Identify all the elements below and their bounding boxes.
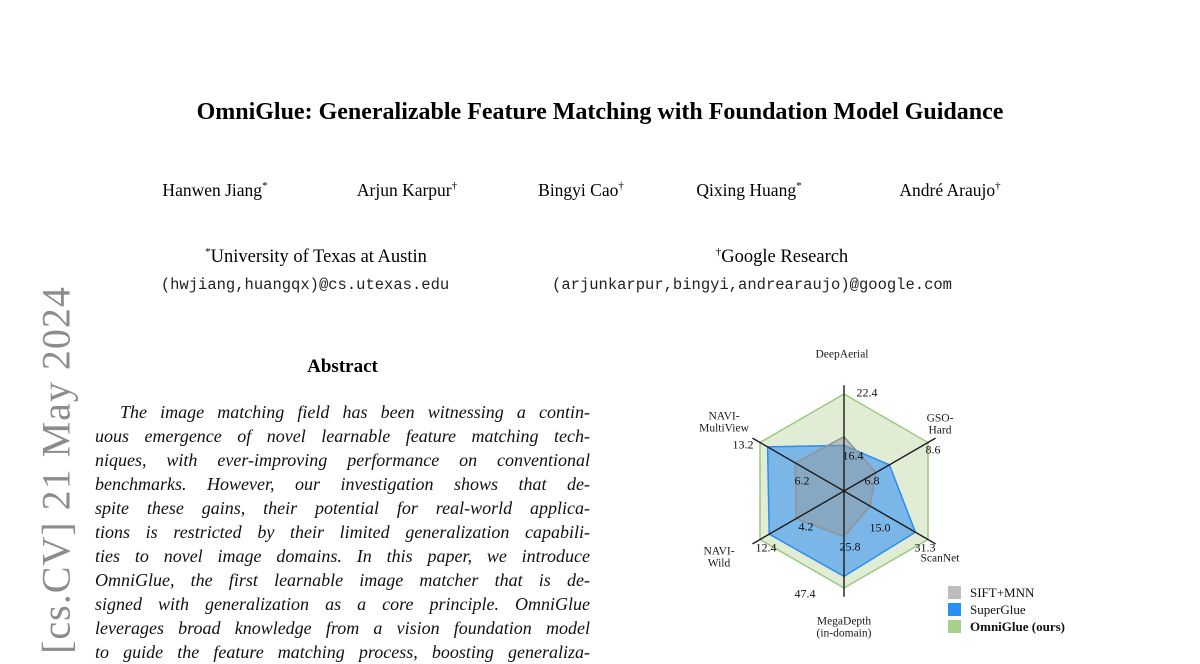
- page-title: OmniGlue: Generalizable Feature Matching with Foundation Model Guidance: [196, 99, 1004, 125]
- abstract-line: niques, with ever-improving performance on conventional: [95, 450, 590, 470]
- axis-label-navi-wild: NAVI- Wild: [703, 545, 735, 569]
- author-affil-mark: †: [451, 180, 458, 193]
- affiliation: †Google Research: [715, 246, 849, 268]
- affiliation-email: (arjunkarpur,bingyi,andrearaujo)@google.com: [552, 276, 952, 294]
- author-name: Hanwen Jiang*: [162, 180, 268, 200]
- value-label-inner: 16.4: [842, 448, 864, 463]
- author-affil-mark: *: [796, 180, 802, 193]
- value-label-outer: 47.4: [794, 586, 816, 601]
- abstract-line: benchmarks. However, our investigation shows that de-: [95, 474, 590, 494]
- legend-label: OmniGlue (ours): [970, 619, 1065, 634]
- author-name: Qixing Huang*: [696, 180, 802, 200]
- value-label-outer: 8.6: [925, 442, 941, 457]
- legend-swatch-omniglue: [948, 620, 961, 633]
- arxiv-stamp: [cs.CV] 21 May 2024: [33, 286, 79, 654]
- value-label-inner: 4.2: [798, 519, 814, 534]
- axis-label-gso-hard: GSO- Hard: [926, 412, 954, 436]
- value-label-outer: 12.4: [755, 540, 777, 555]
- abstract-heading: Abstract: [307, 356, 378, 377]
- value-label-inner: 15.0: [869, 520, 891, 535]
- value-label-outer: 13.2: [732, 437, 754, 452]
- value-label-inner: 25.8: [839, 539, 861, 554]
- axis-label-deepaerial: DeepAerial: [815, 348, 869, 361]
- value-label-inner: 6.2: [794, 473, 810, 488]
- author-affil-mark: †: [995, 180, 1001, 193]
- author-affil-mark: †: [618, 180, 624, 193]
- legend-swatch-superglue: [948, 603, 961, 616]
- affiliation: *University of Texas at Austin: [205, 246, 427, 268]
- legend-item: [948, 603, 1065, 616]
- legend-item: [948, 620, 1065, 633]
- abstract-line: OmniGlue, the first learnable image matcher that is de-: [95, 570, 590, 590]
- legend-item: [948, 586, 1065, 599]
- author-name: Arjun Karpur†: [356, 180, 458, 200]
- radar-chart-figure: [640, 340, 1200, 648]
- affiliation-email: (hwjiang,huangqx)@cs.utexas.edu: [160, 276, 450, 294]
- axis-label-scannet: ScanNet: [920, 552, 960, 565]
- abstract-line: spite these gains, their potential for real-world applica-: [95, 498, 590, 518]
- legend-swatch-sift-mnn: [948, 586, 961, 599]
- axis-label-megadepth: MegaDepth (in-domain): [816, 615, 872, 639]
- value-label-outer: 31.3: [914, 540, 936, 555]
- chart-legend: [948, 586, 1065, 637]
- abstract-text: [95, 400, 590, 664]
- abstract-line: uous emergence of novel learnable feature matching tech-: [95, 426, 590, 446]
- abstract-line: signed with generalization as a core principle. OmniGlue: [95, 594, 590, 614]
- abstract-line: ties to novel image domains. In this paper, we introduce: [95, 546, 590, 566]
- abstract-line: tions is restricted by their limited generalization capabili-: [95, 522, 590, 542]
- abstract-line: leverages broad knowledge from a vision foundation model: [95, 618, 590, 638]
- legend-label: SIFT+MNN: [970, 585, 1035, 600]
- author-name: André Araujo†: [899, 180, 1001, 200]
- axis-label-navi-multiview: NAVI- MultiView: [699, 410, 749, 434]
- legend-label: SuperGlue: [970, 602, 1026, 617]
- abstract-line: to guide the feature matching process, boosting generaliza-: [95, 642, 590, 662]
- value-label-outer: 22.4: [856, 385, 878, 400]
- radar-chart-canvas: [640, 340, 1200, 648]
- author-affil-mark: *: [262, 180, 268, 193]
- value-label-inner: 6.8: [864, 473, 880, 488]
- author-name: Bingyi Cao†: [538, 180, 624, 200]
- abstract-line: The image matching field has been witnessing a contin-: [120, 402, 590, 422]
